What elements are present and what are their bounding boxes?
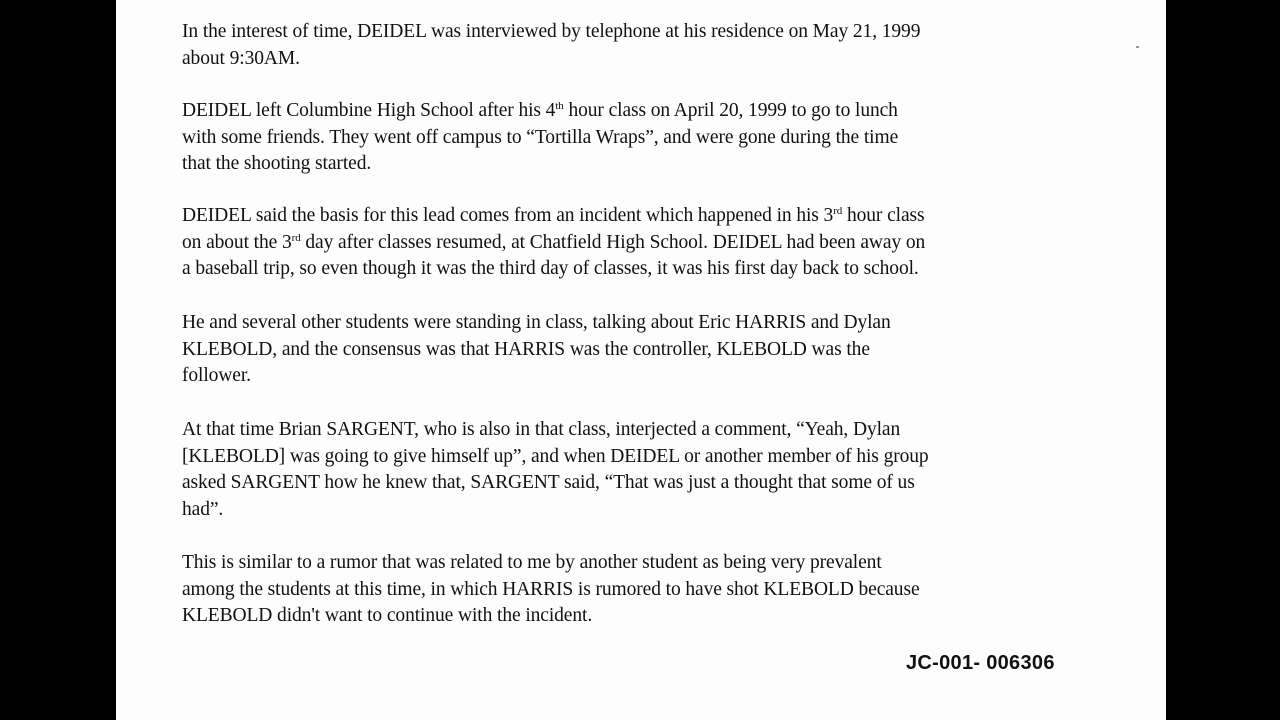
text-line: KLEBOLD, and the consensus was that HARRIS was the controller, KLEBOLD was the xyxy=(182,338,870,360)
text-line: [KLEBOLD] was going to give himself up”, and when DEIDEL or another member of his group xyxy=(182,445,929,467)
text-line: had”. xyxy=(182,498,224,520)
paragraph-sargent-comment xyxy=(182,417,1102,523)
text-line: on about the 3rd day after classes resumed, at Chatfield High School. DEIDEL had been away on xyxy=(182,231,926,253)
paragraph-class-discussion xyxy=(182,310,1102,390)
text-line: a baseball trip, so even though it was the third day of classes, it was his first day back to school. xyxy=(182,258,919,279)
text-line: with some friends. They went off campus to “Tortilla Wraps”, and were gone during the time xyxy=(182,126,899,148)
text-line: DEIDEL said the basis for this lead comes from an incident which happened in his 3rd hour class xyxy=(182,205,925,226)
text-line: asked SARGENT how he knew that, SARGENT said, “That was just a thought that some of us xyxy=(182,472,915,493)
text-line: In the interest of time, DEIDEL was interviewed by telephone at his residence on May 21, 1999 xyxy=(182,21,921,42)
text-line: among the students at this time, in which HARRIS is rumored to have shot KLEBOLD because xyxy=(182,578,920,600)
text-line: At that time Brian SARGENT, who is also in that class, interjected a comment, “Yeah, Dylan xyxy=(182,419,901,440)
text-line: DEIDEL left Columbine High School after his 4th hour class on April 20, 1999 to go to lunch xyxy=(182,100,898,121)
text-line: This is similar to a rumor that was related to me by another student as being very prevalent xyxy=(182,552,882,573)
paragraph-rumor xyxy=(182,550,1102,630)
text-line: KLEBOLD didn't want to continue with the incident. xyxy=(182,605,593,626)
paragraph-lead-basis xyxy=(182,203,1102,283)
paragraph-lunch xyxy=(182,98,1102,178)
scan-speck xyxy=(1136,46,1139,48)
document-page xyxy=(116,0,1166,720)
bates-number: JC-001- 006306 xyxy=(906,652,1055,674)
text-line: about 9:30AM. xyxy=(182,47,300,69)
text-line: He and several other students were standing in class, talking about Eric HARRIS and Dylan xyxy=(182,312,891,333)
text-line: that the shooting started. xyxy=(182,153,372,174)
paragraph-interview-time xyxy=(182,19,1102,72)
text-line: follower. xyxy=(182,365,251,386)
